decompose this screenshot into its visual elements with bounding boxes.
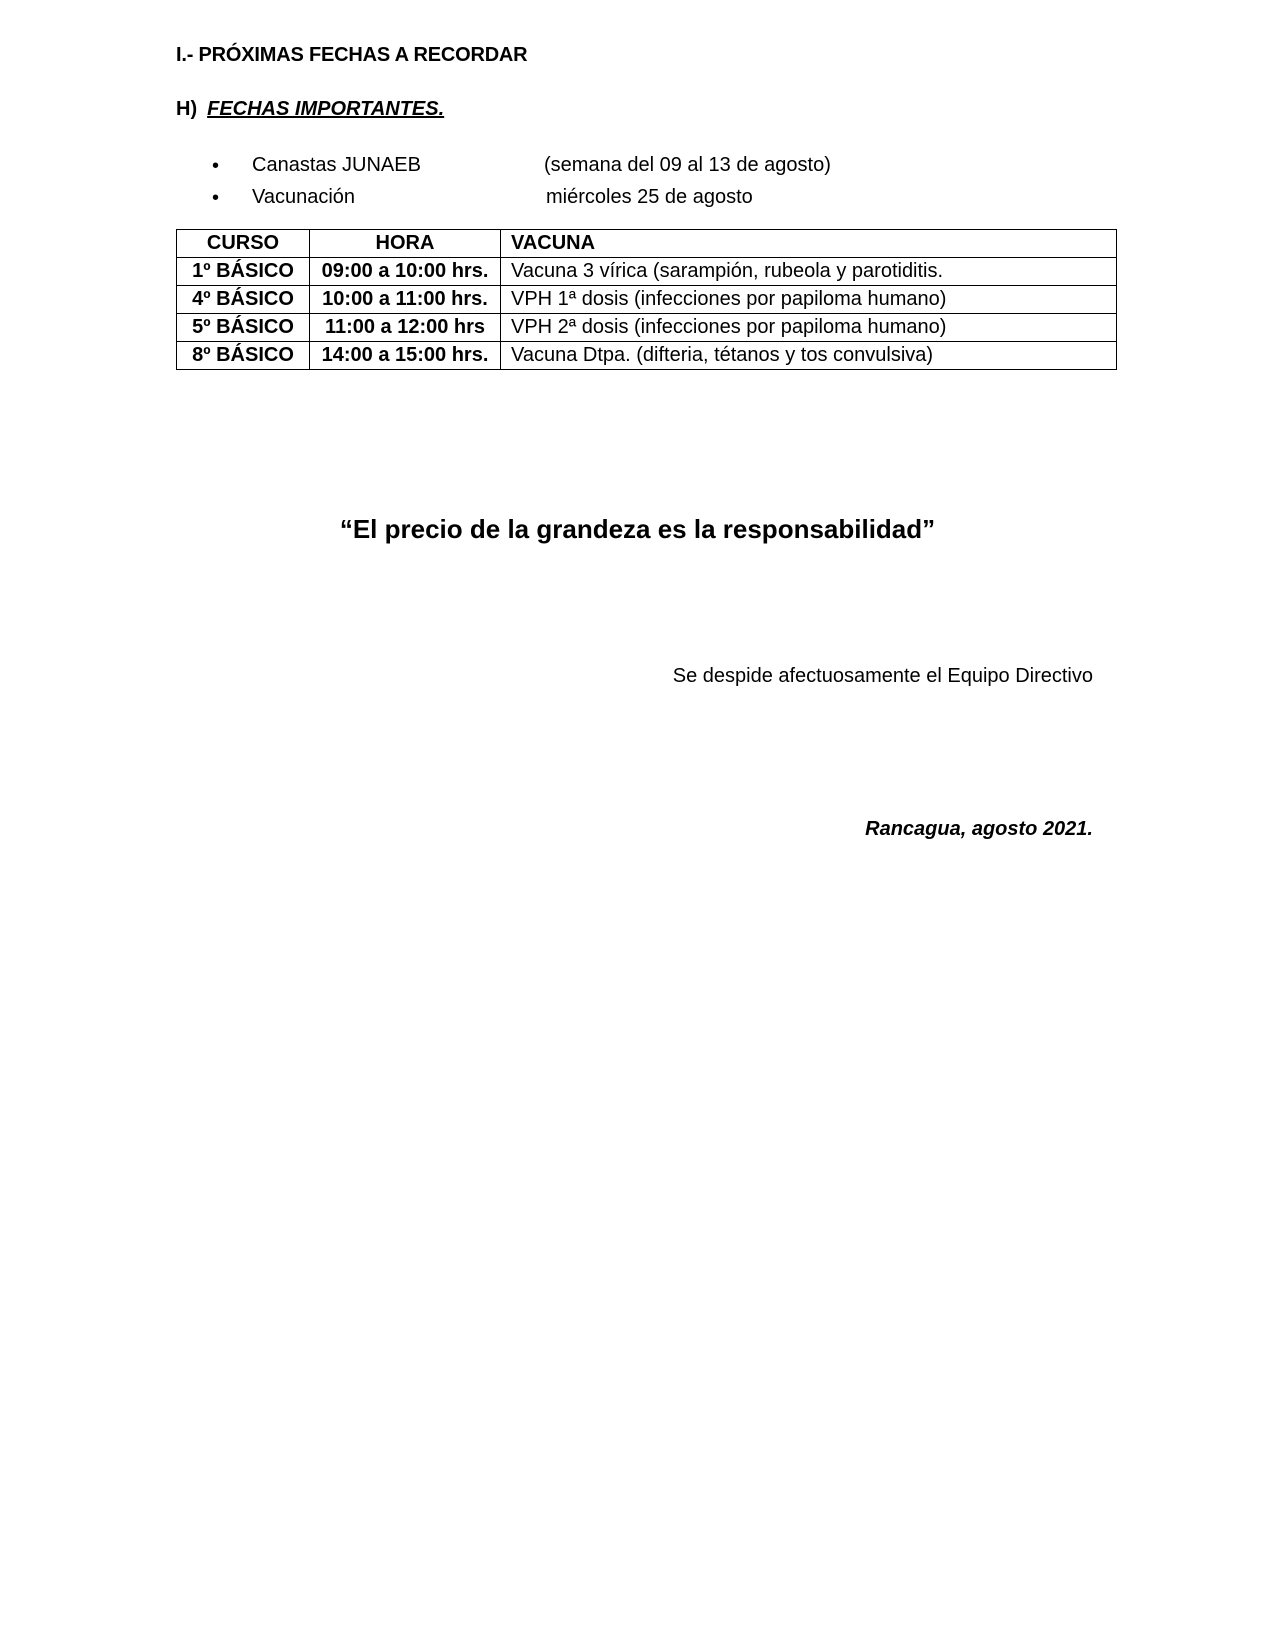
header-vacuna: VACUNA — [501, 230, 1117, 258]
table-row — [177, 286, 1117, 314]
list-item-value: miércoles 25 de agosto — [546, 186, 753, 208]
subsection-title: FECHAS IMPORTANTES. — [207, 98, 445, 120]
list-item-label: Canastas JUNAEB — [252, 154, 421, 176]
cell-vacuna: Vacuna 3 vírica (sarampión, rubeola y parotiditis. — [501, 258, 1117, 286]
cell-vacuna: VPH 2ª dosis (infecciones por papiloma humano) — [501, 314, 1117, 342]
list-item — [176, 182, 1076, 214]
subsection-letter: H) — [176, 98, 198, 120]
cell-curso: 4º BÁSICO — [177, 286, 310, 314]
list-item — [176, 150, 1076, 182]
cell-hora: 11:00 a 12:00 hrs — [310, 314, 501, 342]
header-hora: HORA — [310, 230, 501, 258]
cell-curso: 8º BÁSICO — [177, 342, 310, 370]
cell-hora: 10:00 a 11:00 hrs. — [310, 286, 501, 314]
cell-vacuna: Vacuna Dtpa. (difteria, tétanos y tos convulsiva) — [501, 342, 1117, 370]
cell-curso: 5º BÁSICO — [177, 314, 310, 342]
motto-quote: “El precio de la grandeza es la responsabilidad” — [339, 514, 936, 544]
table-row — [177, 314, 1117, 342]
table-header-row — [177, 230, 1117, 258]
table-row — [177, 342, 1117, 370]
cell-hora: 14:00 a 15:00 hrs. — [310, 342, 501, 370]
list-item-value: (semana del 09 al 13 de agosto) — [544, 154, 831, 176]
cell-hora: 09:00 a 10:00 hrs. — [310, 258, 501, 286]
cell-vacuna: VPH 1ª dosis (infecciones por papiloma humano) — [501, 286, 1117, 314]
cell-curso: 1º BÁSICO — [177, 258, 310, 286]
list-item-label: Vacunación — [252, 186, 356, 208]
bullet-icon: • — [212, 187, 220, 209]
section-title: I.- PRÓXIMAS FECHAS A RECORDAR — [176, 44, 528, 66]
vaccination-schedule-table — [176, 229, 1117, 370]
important-dates-list — [176, 150, 1076, 214]
farewell-text: Se despide afectuosamente el Equipo Directivo — [672, 665, 1093, 687]
subsection-heading — [176, 98, 444, 121]
bullet-icon: • — [212, 155, 220, 177]
place-date: Rancagua, agosto 2021. — [865, 818, 1093, 840]
table-row — [177, 258, 1117, 286]
header-curso: CURSO — [177, 230, 310, 258]
